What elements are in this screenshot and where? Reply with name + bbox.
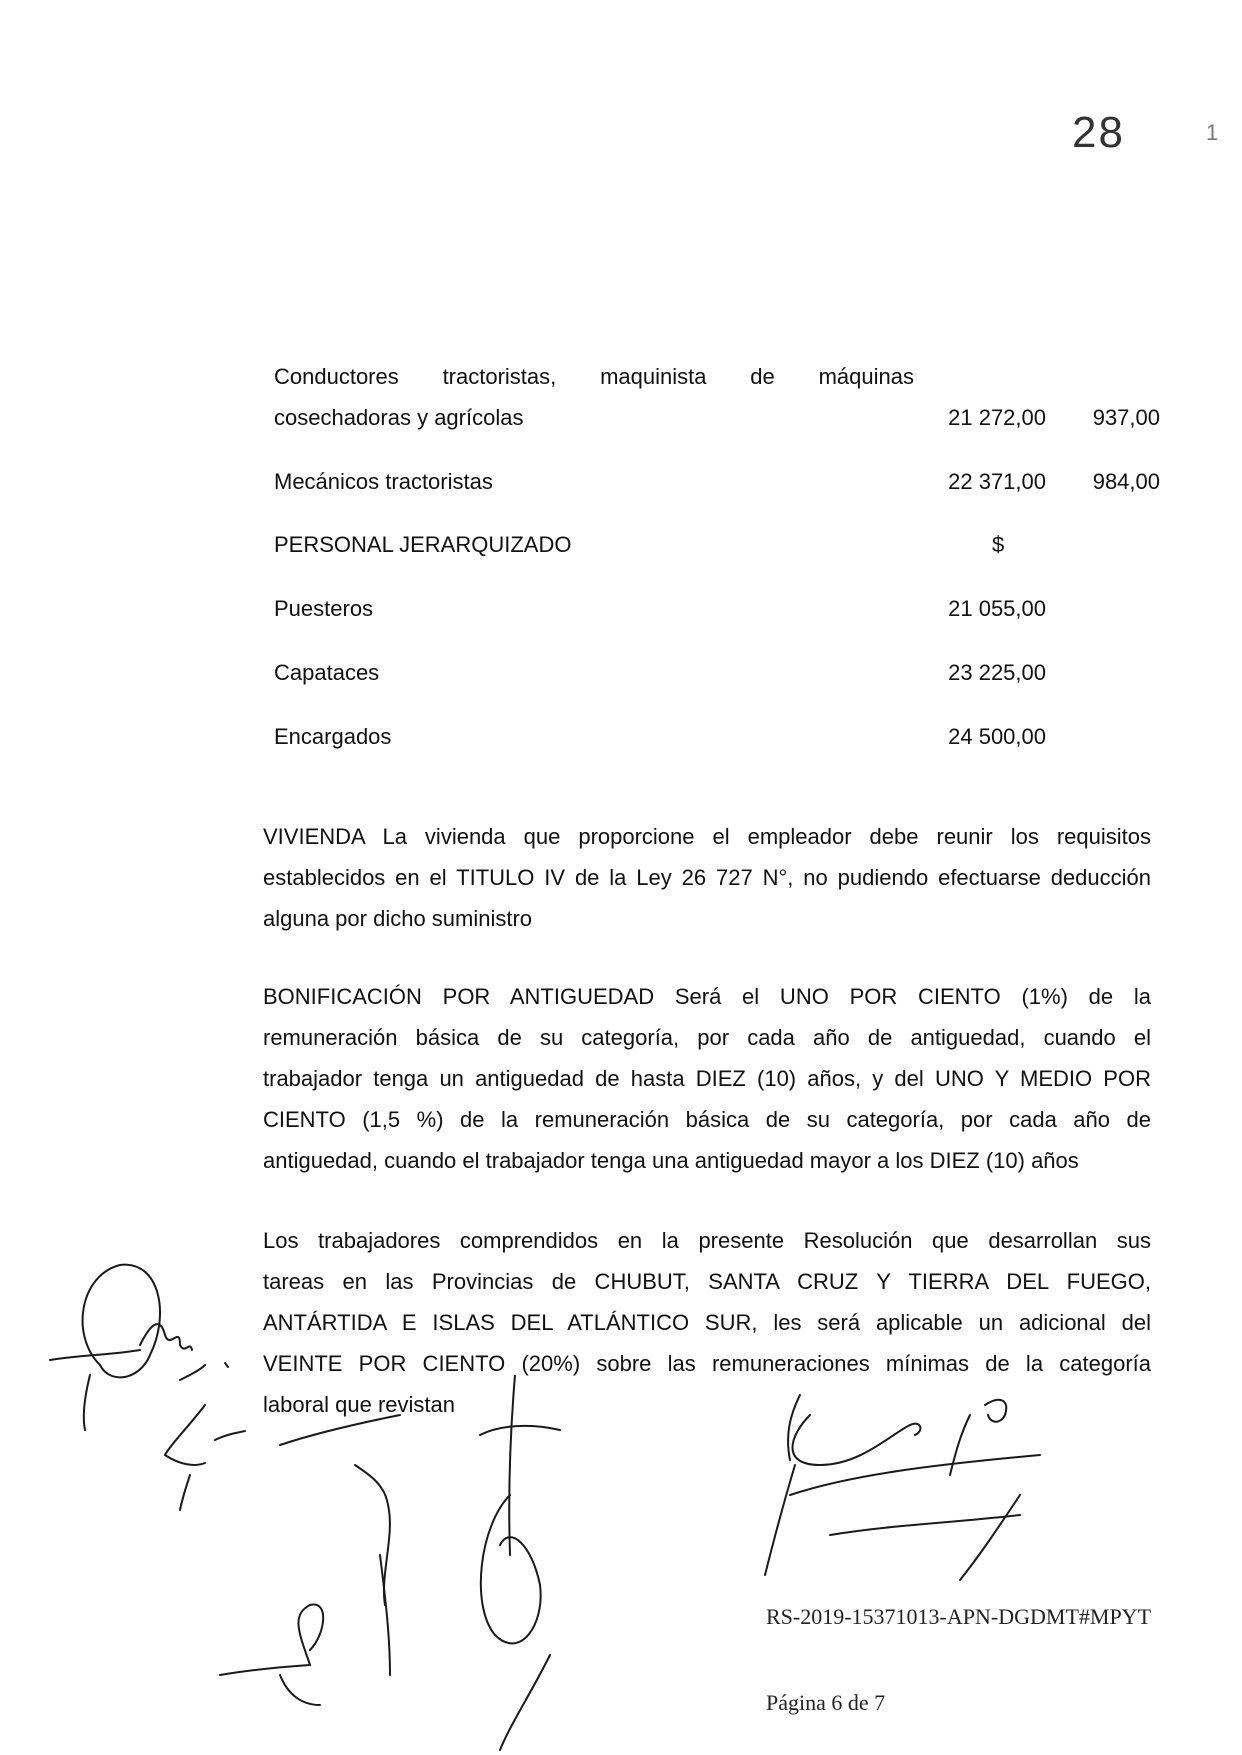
page-stamp-number: 28 (1072, 108, 1125, 157)
category-name: Capataces (274, 660, 380, 685)
table-row (274, 532, 1174, 562)
table-row (274, 660, 1174, 690)
section-heading: PERSONAL JERARQUIZADO (274, 532, 572, 557)
category-name: Mecánicos tractoristas (274, 469, 493, 494)
extra-value: 937,00 (1092, 405, 1160, 430)
currency-symbol: $ (992, 532, 1005, 557)
basic-value: 21 055,00 (948, 596, 1046, 621)
signature-right-icon (750, 1375, 1050, 1585)
basic-value: 23 225,00 (948, 660, 1046, 685)
table-row (274, 596, 1174, 626)
table-row (274, 724, 1174, 754)
category-name: cosechadoras y agrícolas (274, 405, 524, 430)
category-name: Encargados (274, 724, 392, 749)
paragraph-vivienda: VIVIENDA La vivienda que proporcione el empleador debe reunir los requisitos establecidos en el TITULO IV de la Ley 26 727 N°, no pudiendo efectuarse deducción alguna por dicho suministro (263, 824, 1151, 931)
page-number: Página 6 de 7 (766, 1690, 886, 1715)
signature-center-icon (210, 1375, 570, 1755)
document-reference: RS-2019-15371013-APN-DGDMT#MPYT (766, 1604, 1152, 1629)
table-row (274, 405, 1174, 435)
table-row (274, 364, 1174, 394)
basic-value: 22 371,00 (948, 469, 1046, 494)
stamp-mark: 1 (1206, 120, 1219, 145)
basic-value: 24 500,00 (948, 724, 1046, 749)
category-line-1: Conductores tractoristas, maquinista de máquinas (274, 364, 914, 389)
table-row (274, 469, 1174, 499)
category-name: Puesteros (274, 596, 374, 621)
basic-value: 21 272,00 (948, 405, 1046, 430)
paragraph-provincias: Los trabajadores comprendidos en la presente Resolución que desarrollan sus tareas en las Provincias de CHUBUT, SANTA CRUZ Y TIERRA DEL FUEGO, ANTÁRTIDA E ISLAS DEL ATLÁNTICO SUR, les será aplicable un adicional del VEINTE POR CIENTO (20%) sobre las remuneraciones mínimas de la categoría laboral que revistan (263, 1228, 1151, 1417)
extra-value: 984,00 (1092, 469, 1160, 494)
paragraph-bonificacion: BONIFICACIÓN POR ANTIGUEDAD Será el UNO POR CIENTO (1%) de la remuneración básica de su categoría, por cada año de antiguedad, cuando el trabajador tenga un antiguedad de hasta DIEZ (10) años, y del UNO Y MEDIO POR CIENTO (1,5 %) de la remuneración básica de su categoría, por cada año de antiguedad, cuando el trabajador tenga una antiguedad mayor a los DIEZ (10) años (263, 984, 1151, 1173)
